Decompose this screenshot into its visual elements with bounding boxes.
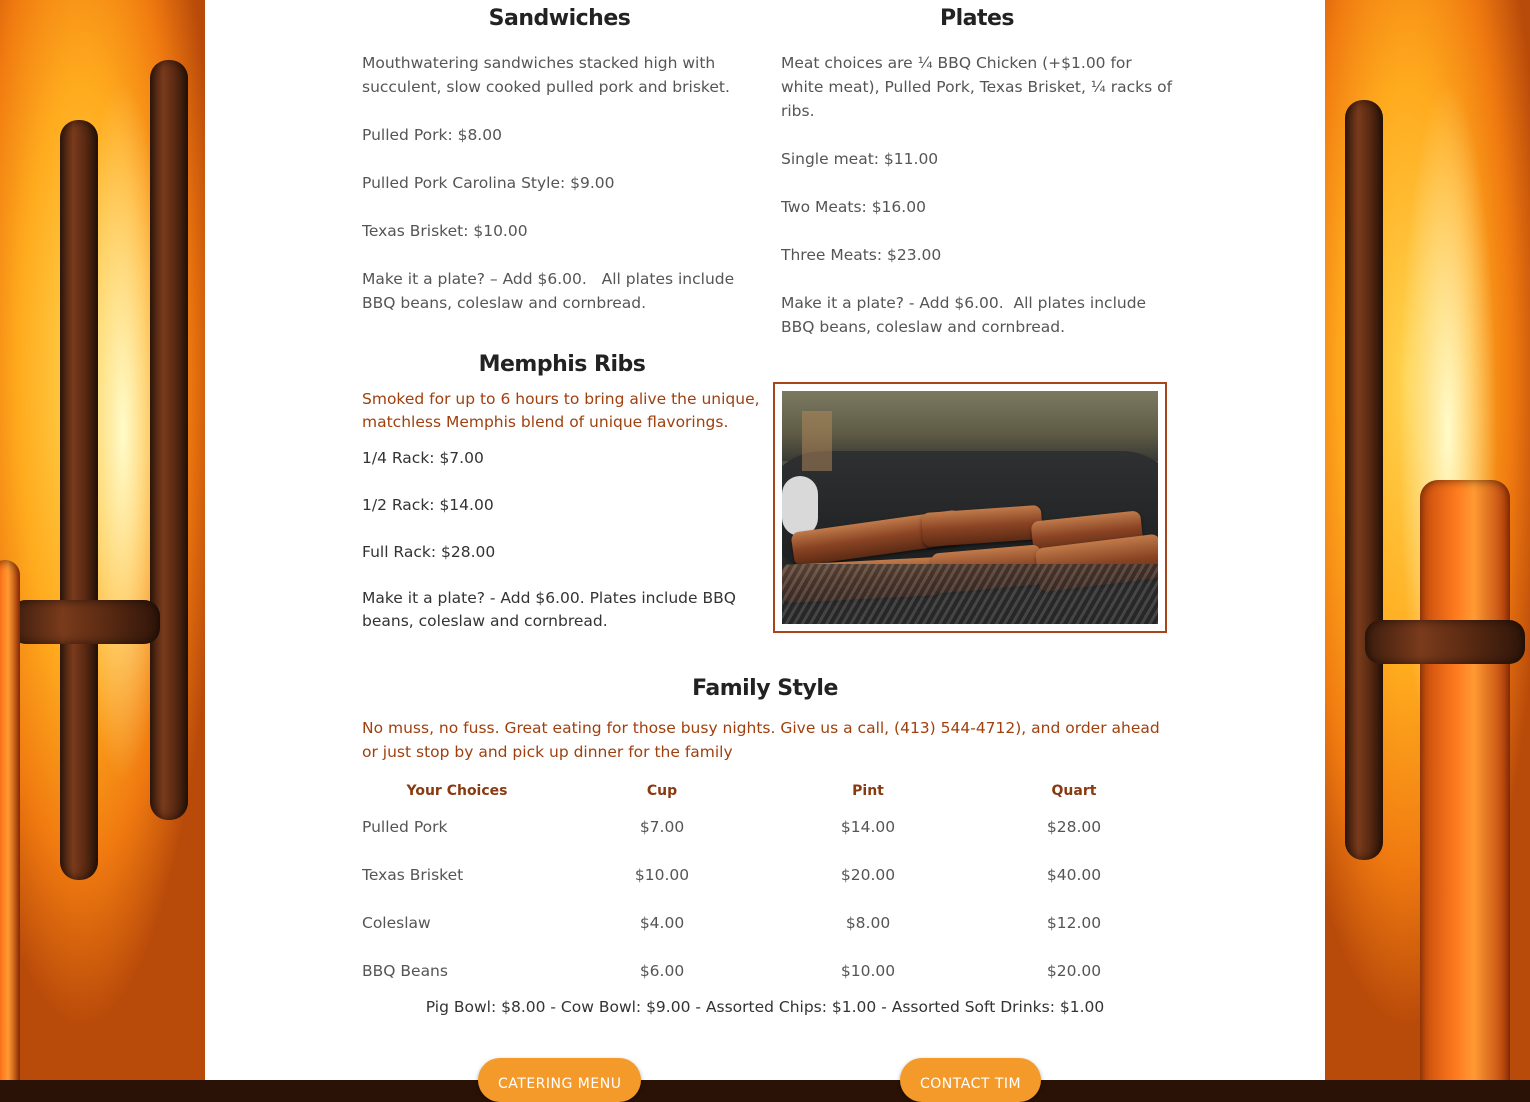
cup-price: $4.00	[639, 914, 685, 932]
contact-tim-button[interactable]: CONTACT TIM	[900, 1058, 1041, 1102]
cup-price: $10.00	[634, 866, 690, 884]
table-row	[362, 803, 1184, 851]
header-pint: Pint	[852, 783, 884, 799]
quart-price: $40.00	[1046, 866, 1102, 884]
sandwiches-description: Mouthwatering sandwiches stacked high with succulent, slow cooked pulled pork and brisket.	[362, 54, 730, 96]
sandwich-item: Texas Brisket: $10.00	[362, 222, 528, 240]
family-title: Family Style	[692, 676, 838, 701]
plate-item: Two Meats: $16.00	[781, 198, 926, 216]
table-row	[362, 851, 1184, 899]
header-your-choices: Your Choices	[406, 783, 508, 799]
plates-title: Plates	[939, 6, 1015, 31]
quart-price: $12.00	[1046, 914, 1102, 932]
flame-background-right	[1325, 0, 1530, 1080]
header-quart: Quart	[1051, 783, 1097, 799]
choice-name: Pulled Pork	[362, 818, 448, 836]
family-description: No muss, no fuss. Great eating for those busy nights. Give us a call, (413) 544-4712), and order ahead or just stop by and pick up dinner for the family	[362, 719, 1160, 761]
plates-section	[781, 6, 1173, 339]
sandwiches-plate-note: Make it a plate? – Add $6.00. All plates include BBQ beans, coleslaw and cornbread.	[362, 270, 740, 312]
table-row	[362, 947, 1184, 995]
choice-name: Coleslaw	[362, 914, 431, 932]
plate-item: Three Meats: $23.00	[781, 246, 942, 264]
choice-name: BBQ Beans	[362, 962, 448, 980]
extras-line: Pig Bowl: $8.00 - Cow Bowl: $9.00 - Assorted Chips: $1.00 - Assorted Soft Drinks: $1.00	[425, 998, 1105, 1016]
plates-plate-note: Make it a plate? - Add $6.00. All plates include BBQ beans, coleslaw and cornbread.	[781, 294, 1152, 336]
flame-background-left	[0, 0, 205, 1080]
pint-price: $8.00	[845, 914, 891, 932]
sandwiches-section	[362, 6, 757, 315]
catering-menu-button[interactable]: CATERING MENU	[478, 1058, 641, 1102]
menu-page	[205, 0, 1325, 1092]
pint-price: $14.00	[840, 818, 896, 836]
quart-price: $20.00	[1046, 962, 1102, 980]
ribs-item: 1/2 Rack: $14.00	[362, 496, 494, 514]
ribs-section	[362, 352, 762, 633]
cup-price: $7.00	[639, 818, 685, 836]
pint-price: $10.00	[840, 962, 896, 980]
pint-price: $20.00	[840, 866, 896, 884]
ribs-photo-frame	[773, 382, 1167, 633]
table-row	[362, 899, 1184, 947]
family-style-section	[362, 676, 1168, 764]
sandwich-item: Pulled Pork Carolina Style: $9.00	[362, 174, 615, 192]
sandwiches-title: Sandwiches	[488, 6, 631, 31]
ribs-plate-note: Make it a plate? - Add $6.00. Plates include BBQ beans, coleslaw and cornbread.	[362, 589, 736, 630]
cup-price: $6.00	[639, 962, 685, 980]
plate-item: Single meat: $11.00	[781, 150, 939, 168]
quart-price: $28.00	[1046, 818, 1102, 836]
ribs-on-grill-photo	[782, 391, 1158, 624]
sandwich-item: Pulled Pork: $8.00	[362, 126, 502, 144]
header-cup: Cup	[646, 783, 678, 799]
family-price-table	[362, 779, 1184, 995]
ribs-description: Smoked for up to 6 hours to bring alive the unique, matchless Memphis blend of unique flavorings.	[362, 390, 760, 431]
ribs-title: Memphis Ribs	[478, 352, 646, 377]
ribs-item: Full Rack: $28.00	[362, 543, 496, 561]
plates-description: Meat choices are ¼ BBQ Chicken (+$1.00 for white meat), Pulled Pork, Texas Brisket, ¼ racks of ribs.	[781, 54, 1173, 120]
choice-name: Texas Brisket	[362, 866, 464, 884]
ribs-item: 1/4 Rack: $7.00	[362, 449, 484, 467]
